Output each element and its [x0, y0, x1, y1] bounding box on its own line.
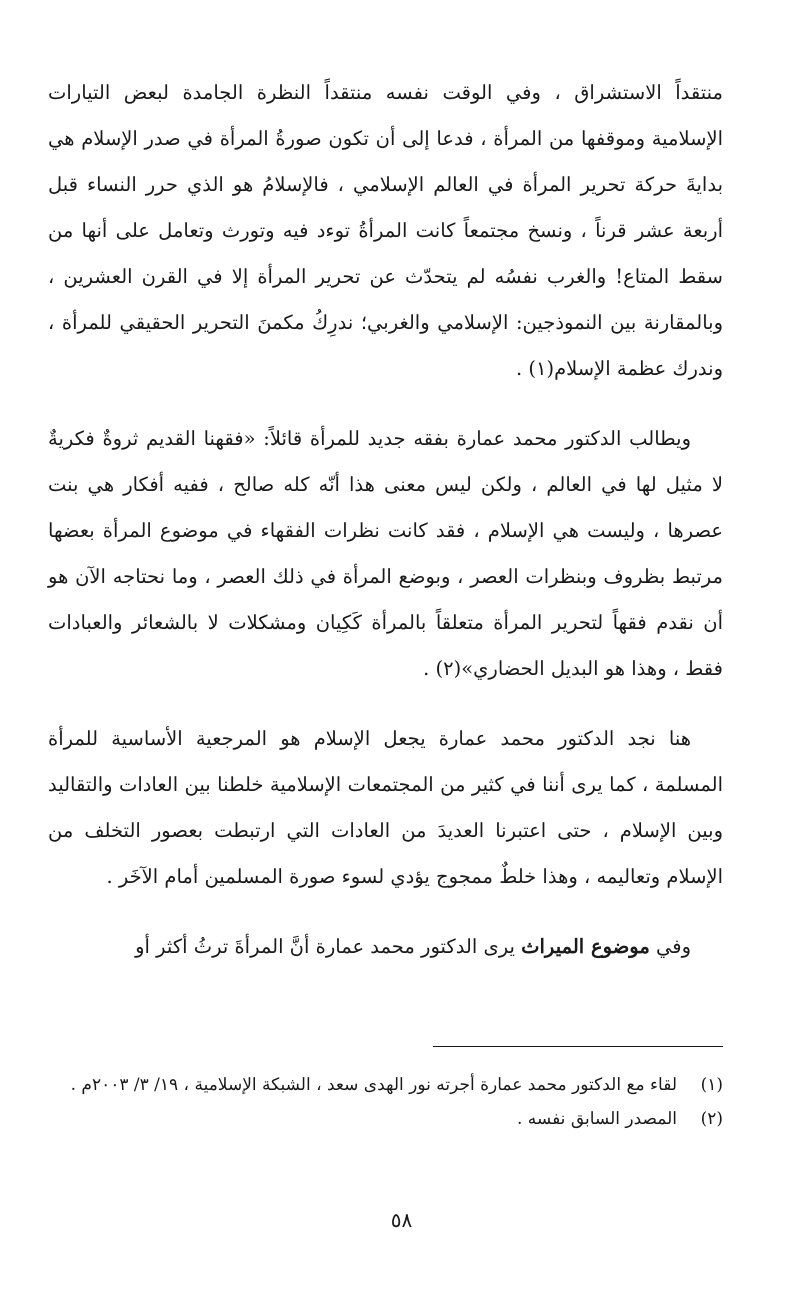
footnote-divider [433, 1046, 723, 1047]
paragraph-3: هنا نجد الدكتور محمد عمارة يجعل الإسلام هو المرجعية الأساسية للمرأة المسلمة ، كما يرى أننا في كثير من المجتمعات الإسلامية خلطنا بين العادات والتقاليد وبين الإسلام ، حتى اعتبرنا العديدَ من العادات التي ارتبطت بعصور التخلف من الإسلام وتعاليمه ، وهذا خلطٌ ممجوج يؤدي لسوء صورة المسلمين أمام الآخَر . [48, 727, 723, 888]
footnote-1 [48, 1068, 723, 1102]
paragraph-1: منتقداً الاستشراق ، وفي الوقت نفسه منتقداً النظرة الجامدة لبعض التيارات الإسلامية وموقفها من المرأة ، فدعا إلى أن تكون صورةُ المرأة في صدر الإسلام هي بدايةَ حركة تحرير المرأة في العالم الإسلامي ، فالإسلامُ هو الذي حرر النساء قبل أربعة عشر قرناً ، ونسخ مجتمعاً كانت المرأةُ توءد فيه وتورث وتعامل على أنها من سقط المتاع! والغرب نفسُه لم يتحدّث عن تحرير المرأة إلا في القرن العشرين ، وبالمقارنة بين النموذجين: الإسلامي والغربي؛ ندرِكُ مكمنَ التحرير الحقيقي للمرأة ، وندرك عظمة الإسلام(١) . [48, 81, 723, 380]
footnote-2 [48, 1102, 723, 1136]
footnote-2-text: المصدر السابق نفسه . [517, 1109, 677, 1129]
footnote-2-number: (٢) [700, 1109, 723, 1129]
footnote-1-text: لقاء مع الدكتور محمد عمارة أجرته نور الهدى سعد ، الشبكة الإسلامية ، ١٩/ ٣/ ٢٠٠٣م . [70, 1075, 677, 1095]
paragraph-2: ويطالب الدكتور محمد عمارة بفقه جديد للمرأة قائلاً: «فقهنا القديم ثروةٌ فكريةٌ لا مثيل لها في العالم ، ولكن ليس معنى هذا أنّه كله صالح ، ففيه أفكار هي بنت عصرها ، وليست هي الإسلام ، فقد كانت نظرات الفقهاء في موضوع المرأة بعضها مرتبط بظروف وبنظرات العصر ، وبوضع المرأة في ذلك العصر ، وما نحتاجه الآن هو أن نقدم فقهاً لتحرير المرأة متعلقاً بالمرأة كَكِيان ومشكلات لا بالشعائر والعبادات فقط ، وهذا هو البديل الحضاري»(٢) . [48, 427, 723, 680]
footnote-1-number: (١) [700, 1075, 723, 1095]
paragraph-4: وفي موضوع الميراث يرى الدكتور محمد عمارة أنَّ المرأةَ ترثُ أكثر أو [135, 935, 691, 958]
footnotes [48, 1068, 723, 1136]
bold-phrase: موضوع الميراث [521, 935, 650, 958]
page-number: ٥٨ [390, 1208, 413, 1232]
main-text [48, 70, 723, 994]
